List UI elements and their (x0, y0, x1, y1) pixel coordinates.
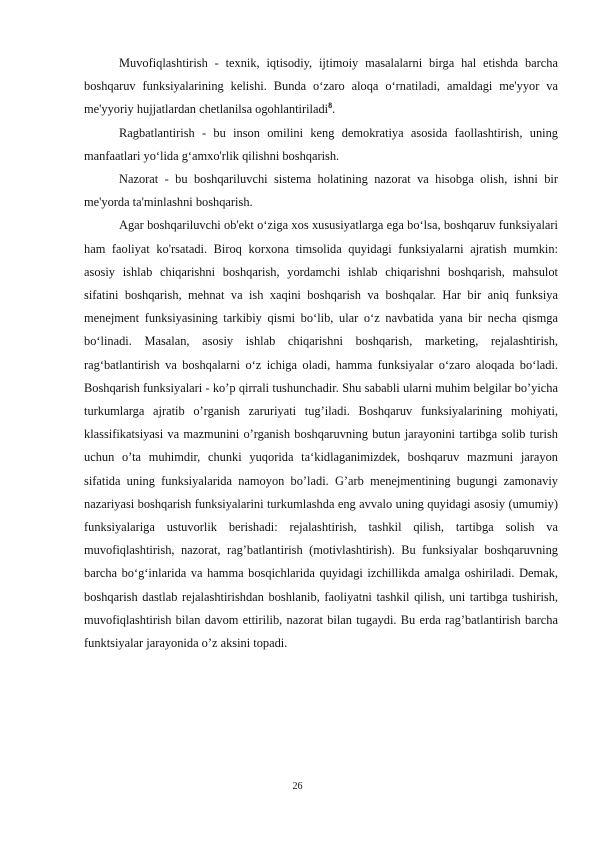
footnote-reference[interactable]: 8 (328, 101, 333, 111)
document-body (84, 52, 558, 655)
paragraph-management-functions: Agar boshqariluvchi ob'ekt o‘ziga xos xususiyatlarga ega bo‘lsa, boshqaruv funksiyalari ham faoliyat ko'rsatadi. Biroq korxona timsolida quyidagi funksiyalarni ajratish mumkin: asosiy ishlab chiqarishni boshqarish, yordamchi ishlab chiqarishni boshqarish, mahsulot sifatini boshqarish, mehnat va ish xaqini boshqarish va boshqalar. Har bir aniq funksiya menejment funksiyasining tarkibiy qismi bo‘lib, ular o‘z navbatida yana bir necha qismga bo‘linadi. Masalan, asosiy ishlab chiqarishni boshqarish, marketing, rejalashtirish, rag‘batlantirish va boshqalarni o‘z ichiga oladi, hamma funksiyalar o‘zaro aloqada bo‘ladi. Boshqarish funksiyalari - ko’p qirrali tushunchadir. Shu sababli ularni muhim belgilar bo’yicha turkumlarga ajratib o’rganish zaruriyati tug’iladi. Boshqaruv funksiyalarining mohiyati, klassifikatsiyasi va mazmunini o’rganish boshqaruvning butun jarayonini tartibga solib turish uchun o’ta muhimdir, chunki yuqorida ta‘kidlaganimizdek, boshqaruv mazmuni jarayon sifatida uning funksiyalarida namoyon bo’ladi. G’arb menejmentining bugungi zamonaviy nazariyasi boshqarish funksiyalarini turkumlashda eng avvalo uning quyidagi asosiy (umumiy) funksiyalariga ustuvorlik berishadi: rejalashtirish, tashkil qilish, tartibga solish va muvofiqlashtirish, nazorat, rag’batlantirish (motivlashtirish). Bu funksiyalar boshqaruvning barcha bo‘g‘inlarida va hamma bosqichlarida quyidagi izchillikda amalga oshiriladi. Demak, boshqarish dastlab rejalashtirishdan boshlanib, faoliyatni tashkil qilish, uni tartibga tushirish, muvofiqlashtirish bilan davom ettirilib, nazorat bilan tugaydi. Bu erda rag’batlantirish barcha funktsiyalar jarayonida o’z aksini topadi. (84, 218, 558, 651)
paragraph-end-punctuation: . (332, 102, 336, 117)
paragraph-control: Nazorat - bu boshqariluvchi sistema holatining nazorat va hisobga olish, ishni bir me'yorda ta'minlashni boshqarish. (84, 172, 558, 210)
page-number: 26 (292, 781, 303, 792)
paragraph-text: Muvofiqlashtirish - texnik, iqtisodiy, ijtimoiy masalalarni birga hal etishda barcha boshqaruv funksiyalarining kelishi. Bunda o‘zaro aloqa o‘rnatiladi, amaldagi me'yyor va me'yyoriy hujjatlardan chetlanilsa ogohlantiriladi (84, 56, 558, 117)
paragraph-coordination (84, 52, 558, 122)
paragraph-incentive: Ragbatlantirish - bu inson omilini keng demokratiya asosida faollashtirish, uning manfaatlari yo‘lida g‘amxo'rlik qilishni boshqarish. (84, 125, 558, 163)
